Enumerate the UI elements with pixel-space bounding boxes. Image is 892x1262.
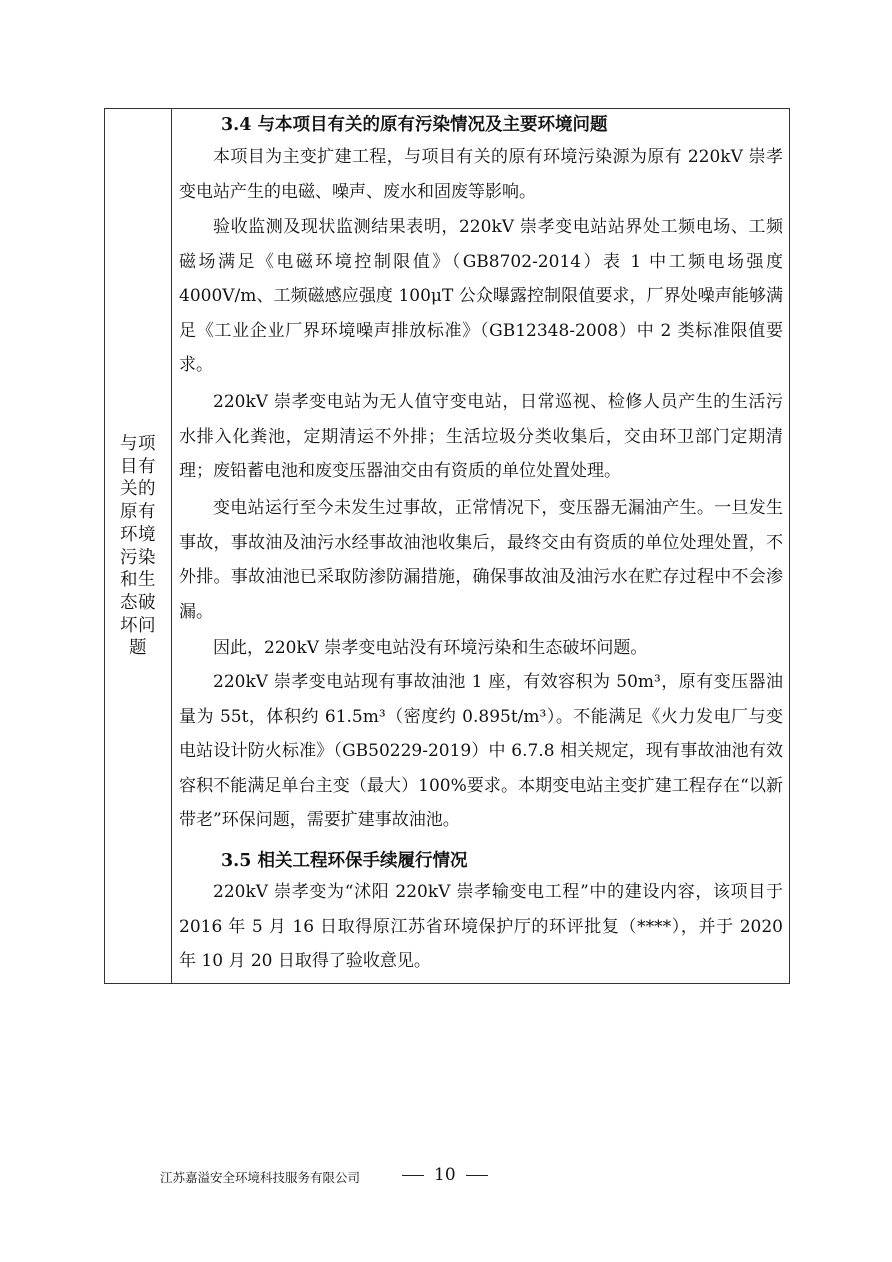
- page-number: [402, 1165, 488, 1185]
- content-table: [104, 108, 790, 984]
- side-label-line: 坏问: [120, 615, 156, 636]
- side-label-line: 关的: [120, 479, 156, 500]
- paragraph: 因此，220kV 崇孝变电站没有环境污染和生态破坏问题。: [213, 638, 648, 658]
- paragraph: 220kV 崇孝变为“沭阳 220kV 崇孝输变电工程”中的建设内容，该项目于 2016 年 5 月 16 日取得原江苏省环境保护厅的环评批复（****），并于 2020 年 10 月 20 日取得了验收意见。: [179, 882, 783, 971]
- side-label-line: 原有: [120, 502, 156, 523]
- side-label-line: 态破: [120, 592, 156, 613]
- side-label-line: 题: [129, 638, 147, 659]
- side-label: [105, 433, 171, 660]
- paragraph: 本项目为主变扩建工程，与项目有关的原有环境污染源为原有 220kV 崇孝变电站产生的电磁、噪声、废水和固废等影响。: [179, 147, 783, 202]
- side-label-line: 环境: [120, 524, 156, 545]
- section-heading-3-5: 3.5 相关工程环保手续履行情况: [221, 851, 468, 871]
- paragraph: 220kV 崇孝变电站为无人值守变电站，日常巡视、检修人员产生的生活污水排入化粪池，定期清运不外排；生活垃圾分类收集后，交由环卫部门定期清理；废铅蓄电池和废变压器油交由有资质的单位处置处理。: [179, 392, 783, 481]
- section-heading-3-4: 3.4 与本项目有关的原有污染情况及主要环境问题: [221, 115, 608, 135]
- dash-left: [402, 1175, 424, 1176]
- side-label-line: 目有: [120, 456, 156, 477]
- paragraph: 220kV 崇孝变电站现有事故油池 1 座，有效容积为 50m³，原有变压器油量为 55t，体积约 61.5m³（密度约 0.895t/m³）。不能满足《火力发电厂与变电站设计防火标准》（GB50229-2019）中 6.7.8 相关规定，现有事故油池有效容积不能满足单台主变（最大）100%要求。本期变电站主变扩建工程存在“以新带老”环保问题，需要扩建事故油池。: [179, 672, 783, 830]
- paragraph: 变电站运行至今未发生过事故，正常情况下，变压器无漏油产生。一旦发生事故，事故油及油污水经事故油池收集后，最终交由有资质的单位处理处置，不外排。事故油池已采取防渗防漏措施，确保事故油及油污水在贮存过程中不会渗漏。: [179, 498, 783, 622]
- side-label-line: 污染: [120, 547, 156, 568]
- side-label-line: 和生: [120, 570, 156, 591]
- page-number-value: 10: [434, 1165, 456, 1185]
- side-label-line: 与项: [120, 434, 156, 454]
- dash-right: [466, 1175, 488, 1176]
- side-label-cell: [105, 109, 172, 983]
- footer-company: 江苏嘉溢安全环境科技服务有限公司: [160, 1170, 361, 1185]
- paragraph: 验收监测及现状监测结果表明，220kV 崇孝变电站站界处工频电场、工频磁场满足《电磁环境控制限值》（GB8702-2014）表 1 中工频电场强度 4000V/m、工频磁感应强度 100μT 公众曝露控制限值要求，厂界处噪声能够满足《工业企业厂界环境噪声排放标准》（GB12348-2008）中 2 类标准限值要求。: [179, 217, 783, 375]
